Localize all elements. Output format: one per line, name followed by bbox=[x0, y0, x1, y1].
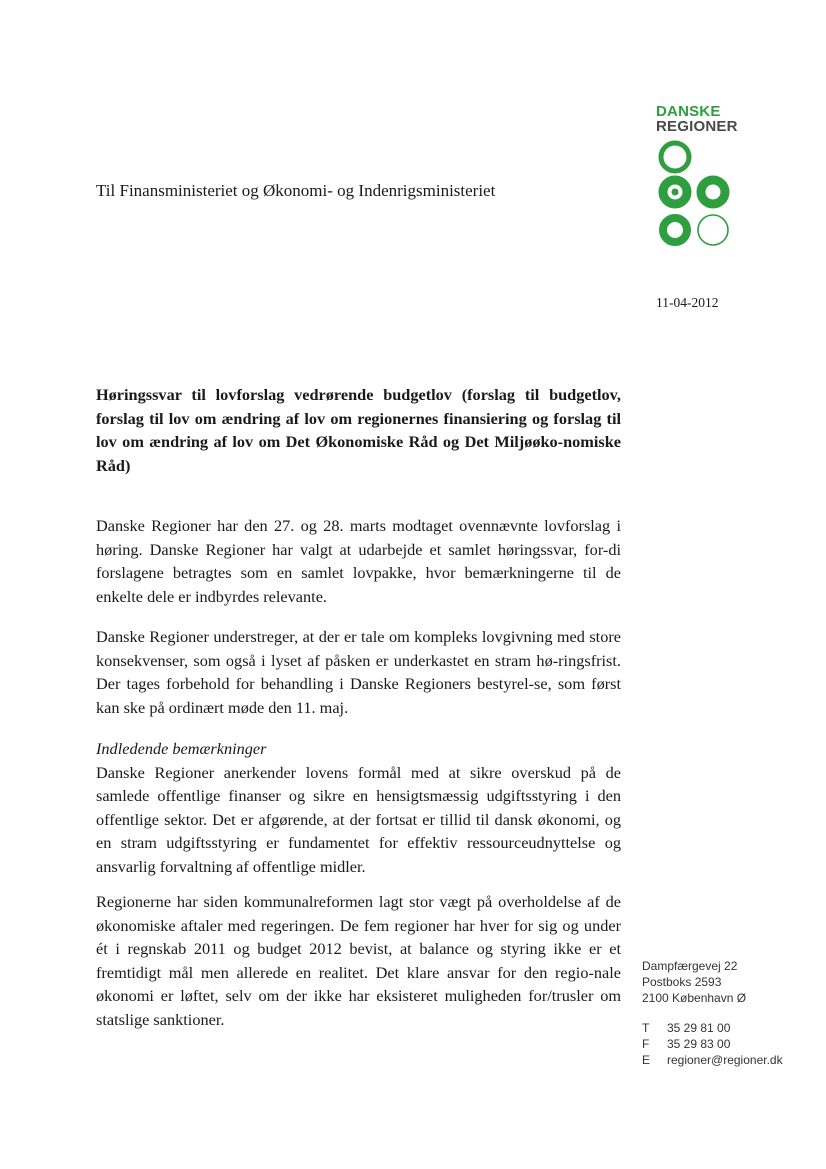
contact-block bbox=[642, 1020, 783, 1068]
section-heading: Indledende bemærkninger bbox=[96, 739, 267, 758]
contact-fax bbox=[642, 1036, 783, 1052]
contact-email bbox=[642, 1052, 783, 1068]
paragraph-4: Regionerne har siden kommunalreformen lagt stor vægt på overholdelse af de økonomiske aftaler med regeringen. De fem regioner har hver for sig og under ét i regnskab 2011 og budget 2012 bevist, at balance og styring ikke er et fremtidigt mål men allerede en realitet. Det klare ansvar for den regio-nale økonomi er løftet, selv om der ikke har eksisteret muligheden for/trusler om statslige sanktioner. bbox=[96, 892, 621, 1029]
logo-circles-icon bbox=[654, 138, 734, 250]
address-city: 2100 København Ø bbox=[642, 991, 747, 1005]
email-value[interactable]: regioner@regioner.dk bbox=[667, 1053, 783, 1067]
paragraph-3: Danske Regioner anerkender lovens formål med at sikre overskud på de samlede offentlige finanser og sikre en hensigtsmæssig udgiftsstyring i den offentlige sektor. Det er afgørende, at der fortsat er tillid til dansk økonomi, og en stram udgiftsstyring er fundamentet for effektiv ressourceudnyttelse og ansvarlig forvaltning af offentlige midler. bbox=[96, 762, 621, 876]
phone-label: T bbox=[642, 1021, 650, 1035]
letter-date: 11-04-2012 bbox=[656, 295, 719, 310]
contact-phone bbox=[642, 1020, 783, 1036]
fax-value: 35 29 83 00 bbox=[667, 1037, 731, 1051]
logo-wordmark bbox=[656, 104, 746, 134]
paragraph-2: Danske Regioner understreger, at der er tale om kompleks lovgivning med store konsekvenser, som også i lyset af påsken er underkastet en stram hø-ringsfrist. Der tages forbehold for behandling i Danske Regioners bestyrel-se, som først kan ske på ordinært møde den 11. maj. bbox=[96, 627, 621, 717]
paragraph-1: Danske Regioner har den 27. og 28. marts modtaget ovennævnte lovforslag i høring. Danske Regioner har valgt at udarbejde et samlet høringssvar, for-di forslagene betragtes som en samlet lovpakke, hvor bemærkningerne til de enkelte dele er indbyrdes relevante. bbox=[96, 516, 621, 606]
logo-line-danske: DANSKE bbox=[656, 103, 721, 120]
email-label: E bbox=[642, 1053, 651, 1067]
section-intro bbox=[96, 737, 621, 878]
logo-line-regioner: REGIONER bbox=[656, 118, 738, 135]
fax-label: F bbox=[642, 1037, 650, 1051]
address-box: Postboks 2593 bbox=[642, 975, 722, 989]
sender-address bbox=[642, 958, 746, 1006]
recipient-line: Til Finansministeriet og Økonomi- og Indenrigsministeriet bbox=[96, 181, 496, 200]
phone-value: 35 29 81 00 bbox=[667, 1021, 731, 1035]
letter-title: Høringssvar til lovforslag vedrørende budgetlov (forslag til budgetlov, forslag til lov om ændring af lov om regionernes finansiering og forslag til lov om ændring af lov om Det Økonomiske Råd og Det Miljøøko-nomiske Råd) bbox=[96, 385, 621, 475]
address-street: Dampfærgevej 22 bbox=[642, 959, 738, 973]
